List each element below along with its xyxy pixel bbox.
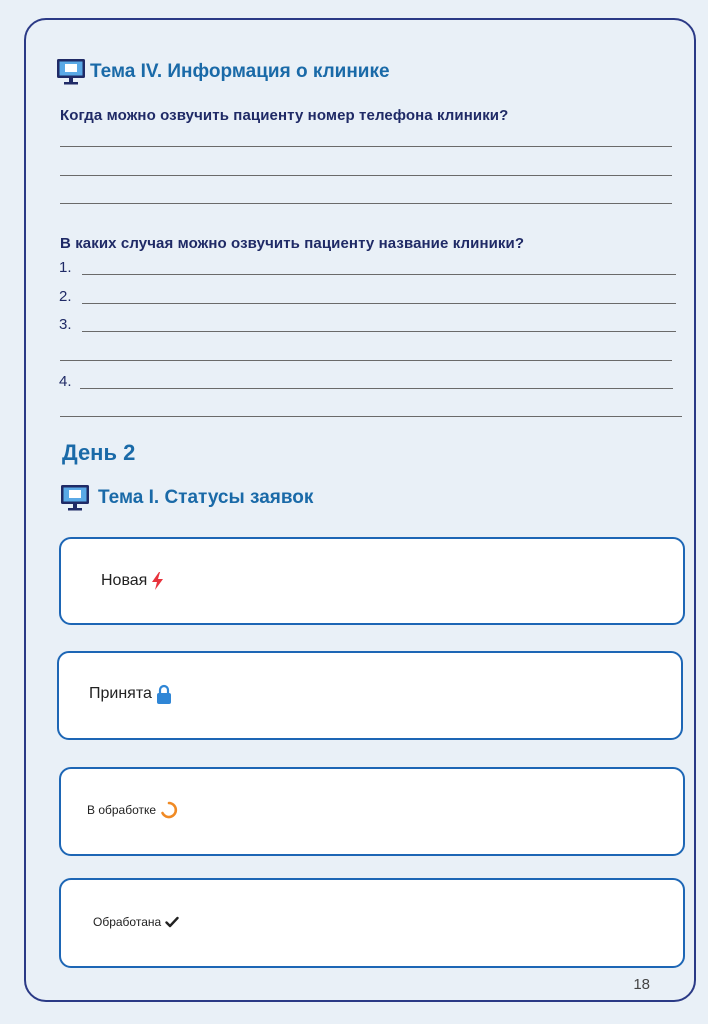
answer-line <box>82 303 676 304</box>
lightning-icon <box>151 572 164 590</box>
topic-1-title: Тема I. Статусы заявок <box>98 487 314 508</box>
day-heading: День 2 <box>62 440 136 465</box>
answer-line <box>60 203 672 204</box>
status-label: В обработке <box>87 803 157 817</box>
answer-line <box>80 388 673 389</box>
answer-line <box>60 175 672 176</box>
status-chip-done <box>79 904 193 940</box>
status-chip-processing <box>81 793 191 827</box>
topic-4-heading <box>56 58 390 86</box>
list-number: 2. <box>59 288 72 305</box>
question-clinic-name: В каких случая можно озвучить пациенту название клиники? <box>60 235 525 252</box>
status-chip-accepted <box>77 673 191 715</box>
answer-line <box>60 146 672 147</box>
page-number: 18 <box>633 976 650 993</box>
status-chip-new <box>89 561 189 601</box>
list-number: 4. <box>59 373 72 390</box>
status-label: Обработана <box>93 915 162 929</box>
status-card-accepted <box>57 651 683 740</box>
checkmark-icon <box>165 916 179 928</box>
computer-monitor-icon <box>56 58 86 86</box>
status-card-done <box>59 878 685 968</box>
topic-1-heading <box>60 484 313 512</box>
answer-line <box>60 416 682 417</box>
question-phone: Когда можно озвучить пациенту номер телефона клиники? <box>60 107 509 124</box>
list-number: 3. <box>59 316 72 333</box>
status-label: Новая <box>101 572 148 589</box>
status-label: Принята <box>89 685 152 702</box>
topic-4-title: Тема IV. Информация о клинике <box>90 61 390 82</box>
status-card-new <box>59 537 685 625</box>
answer-line <box>60 360 672 361</box>
lock-icon <box>156 684 172 704</box>
computer-monitor-icon <box>60 484 90 512</box>
status-card-processing <box>59 767 685 856</box>
list-number: 1. <box>59 259 72 276</box>
spinner-icon <box>160 801 178 819</box>
answer-line <box>82 274 676 275</box>
answer-line <box>82 331 676 332</box>
